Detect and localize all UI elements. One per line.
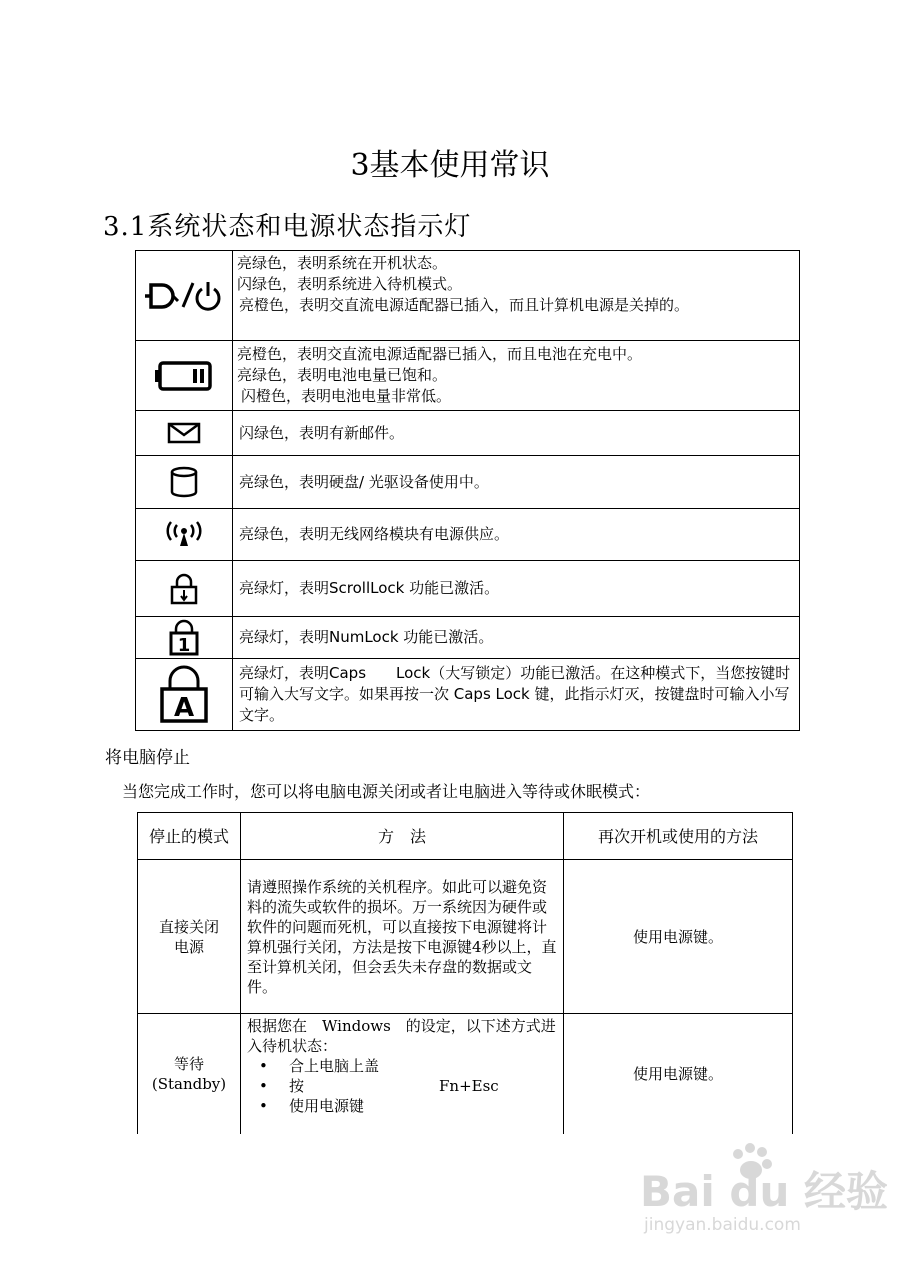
indicator-row-mail <box>136 411 800 456</box>
column-header-method: 方 法 <box>241 813 564 860</box>
table-row <box>138 1014 793 1134</box>
table-header-row <box>138 813 793 860</box>
table-row <box>138 860 793 1014</box>
description-line: 闪绿色，表明有新邮件。 <box>239 423 405 442</box>
mail-icon <box>167 422 201 444</box>
list-item: • 合上电脑上盖 <box>259 1057 380 1075</box>
list-item: • 使用电源键 <box>259 1097 365 1115</box>
indicator-description <box>233 561 800 617</box>
indicator-row-disk <box>136 456 800 509</box>
indicator-table <box>135 250 800 731</box>
svg-text:A: A <box>173 692 195 723</box>
restart-cell: 使用电源键。 <box>564 1014 793 1134</box>
description-line: 亮绿灯，表明NumLock 功能已激活。 <box>239 628 494 646</box>
indicator-icon-cell <box>136 617 233 659</box>
watermark-brand: Bai du 经验 <box>640 1167 888 1216</box>
indicator-description <box>233 509 800 561</box>
indicator-icon-cell <box>136 659 233 731</box>
description-line: 亮橙色，表明交直流电源适配器已插入，而且电池在充电中。 <box>237 345 643 363</box>
mode-name-english: (Standby) <box>151 1074 227 1093</box>
num-lock-icon <box>167 620 201 656</box>
battery-icon <box>155 360 213 392</box>
indicator-icon-cell <box>136 456 233 509</box>
description-line: 亮绿色，表明电池电量已饱和。 <box>237 366 448 384</box>
indicator-icon-cell <box>136 341 233 411</box>
hard-disk-icon <box>169 465 199 499</box>
column-header-restart: 再次开机或使用的方法 <box>564 813 793 860</box>
column-header-mode: 停止的模式 <box>138 813 241 860</box>
restart-cell: 使用电源键。 <box>564 860 793 1014</box>
bullet-text: 合上电脑上盖 <box>289 1057 380 1075</box>
description-line: 亮绿色，表明硬盘/ 光驱设备使用中。 <box>239 472 489 491</box>
section-title: 3.1系统状态和电源状态指示灯 <box>103 212 472 242</box>
indicator-icon-cell <box>136 251 233 341</box>
indicator-description <box>233 251 800 341</box>
indicator-icon-cell <box>136 561 233 617</box>
chapter-title: 3基本使用常识 <box>350 148 550 183</box>
description-line: 闪橙色，表明电池电量非常低。 <box>241 387 452 405</box>
watermark-url: jingyan.baidu.com <box>644 1215 801 1235</box>
indicator-description <box>233 411 800 456</box>
caps-lock-icon <box>158 665 210 725</box>
method-cell <box>241 1014 564 1134</box>
indicator-icon-cell <box>136 411 233 456</box>
indicator-description <box>233 341 800 411</box>
description-line: 闪绿色，表明系统进入待机模式。 <box>237 275 463 293</box>
description-line: 亮绿灯，表明Caps Lock（大写锁定）功能已激活。在这种模式下，当您按键时可输入大写文字。如果再按一次 Caps Lock 键，此指示灯灭，按键盘时可输入小写文字。 <box>239 664 791 724</box>
baidu-watermark <box>638 1140 888 1239</box>
list-item: • 按 Fn+Esc <box>259 1077 499 1095</box>
svg-text:1: 1 <box>177 634 191 656</box>
description-line: 亮绿色，表明系统在开机状态。 <box>237 254 448 272</box>
indicator-row-num-lock <box>136 617 800 659</box>
description-line: 亮橙色，表明交直流电源适配器已插入，而且计算机电源是关掉的。 <box>239 296 690 314</box>
shutdown-mode-table <box>137 812 793 1134</box>
mode-name: 等待 <box>173 1054 204 1073</box>
indicator-row-scroll-lock <box>136 561 800 617</box>
indicator-row-caps-lock <box>136 659 800 731</box>
method-intro: 根据您在 Windows 的设定，以下述方式进入待机状态： <box>247 1017 556 1055</box>
wireless-icon <box>164 522 204 548</box>
method-cell: 请遵照操作系统的关机程序。如此可以避免资料的流失或软件的损坏。万一系统因为硬件或软件的问题而死机，可以直接按下电源键将计算机强行关闭，方法是按下电源键4秒以上，直至计算机关闭，但会丢失未存盘的数据或文件。 <box>241 860 564 1014</box>
description-line: 亮绿色，表明无线网络模块有电源供应。 <box>239 525 510 543</box>
indicator-description <box>233 617 800 659</box>
bullet-text: 按 Fn+Esc <box>289 1077 499 1095</box>
description-line: 亮绿灯，表明ScrollLock 功能已激活。 <box>239 579 500 597</box>
baidu-paw-logo <box>638 1140 888 1235</box>
indicator-row-battery <box>136 341 800 411</box>
scroll-lock-icon <box>169 573 199 605</box>
indicator-icon-cell <box>136 509 233 561</box>
indicator-row-power <box>136 251 800 341</box>
indicator-description <box>233 456 800 509</box>
shutdown-heading: 将电脑停止 <box>105 748 190 768</box>
mode-cell: 直接关闭电源 <box>138 860 241 1014</box>
indicator-row-wireless <box>136 509 800 561</box>
bullet-text: 使用电源键 <box>289 1097 365 1115</box>
power-ac-icon <box>145 279 223 313</box>
indicator-description <box>233 659 800 731</box>
mode-cell <box>138 1014 241 1134</box>
shutdown-intro: 当您完成工作时，您可以将电脑电源关闭或者让电脑进入等待或休眠模式： <box>122 782 651 801</box>
